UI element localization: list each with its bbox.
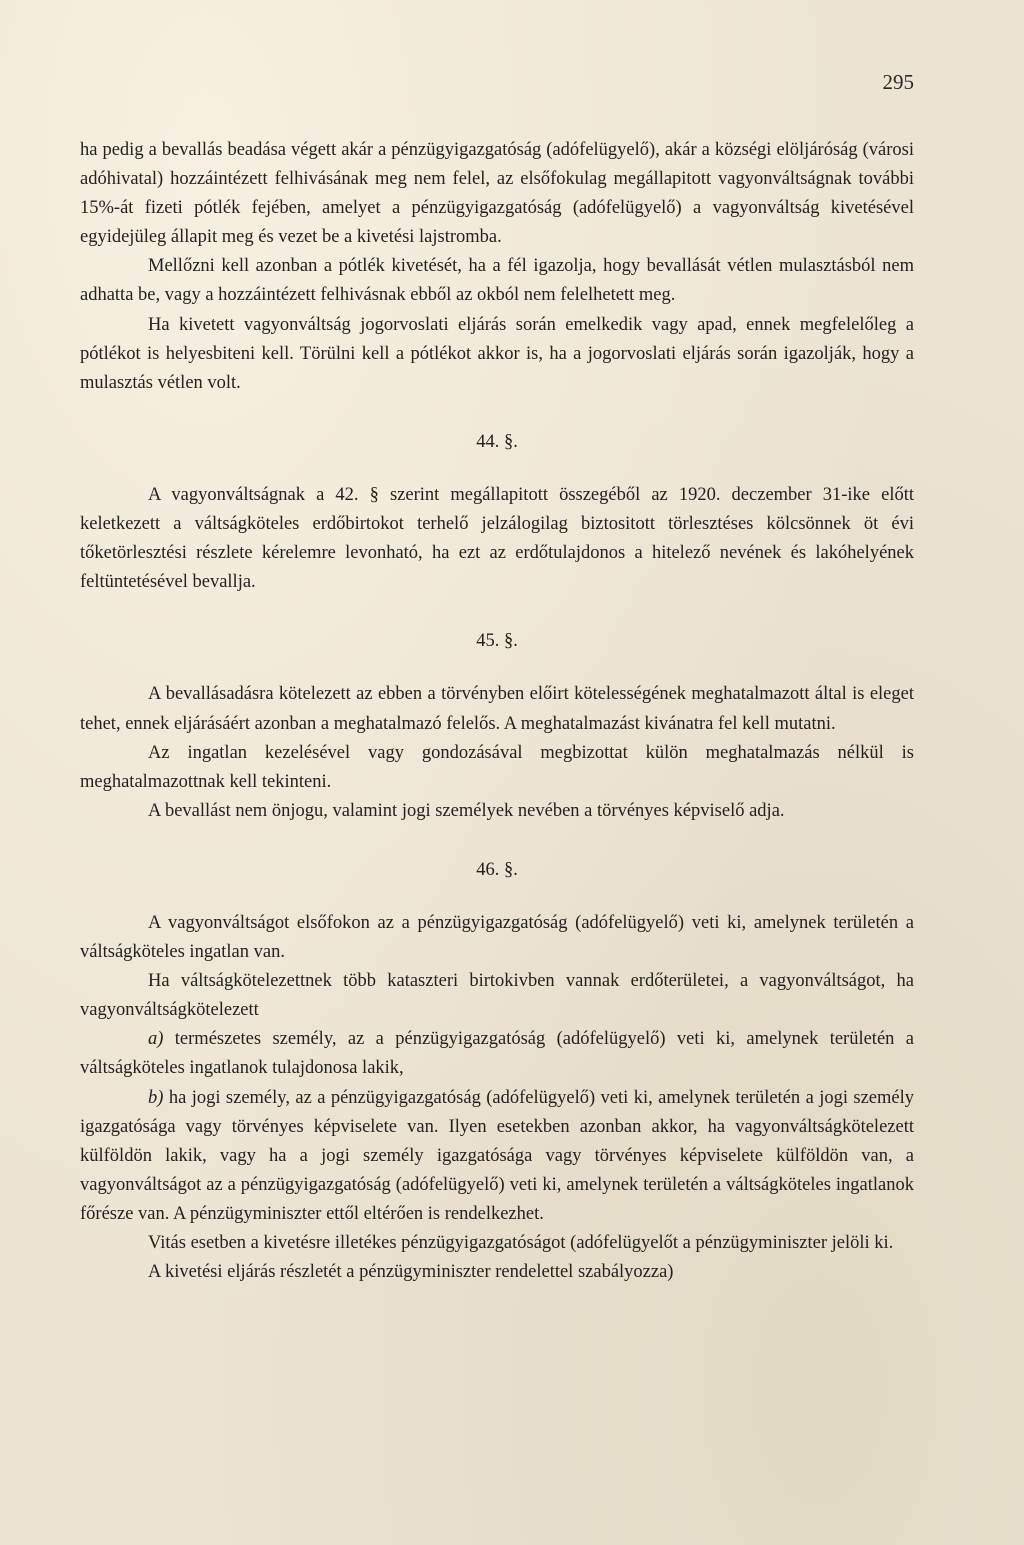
section-heading-46: 46. §.	[476, 859, 518, 880]
paragraph: A kivetési eljárás részletét a pénzügyminiszter rendelettel szabályozza)	[148, 1262, 674, 1283]
page-body	[80, 136, 914, 1287]
list-item-a	[80, 1025, 914, 1083]
page-number: 295	[882, 70, 914, 94]
paragraph: Ha kivetett vagyonváltság jogorvoslati eljárás során emelkedik vagy apad, ennek megfelelőleg a pótlékot is helyesbiteni kell. Törülni kell a pótlékot akkor is, ha a jogorvoslati eljárás során igazolják, hogy a mulasztás vétlen volt.	[80, 314, 914, 393]
paragraph: A bevallásadásra kötelezett az ebben a törvényben előirt kötelességének meghatalmazott által is eleget tehet, ennek eljárásáért azonban a meghatalmazó felelős. A meghatalmazást kivánatra fel kell mutatni.	[80, 684, 914, 734]
item-marker: a)	[148, 1029, 164, 1050]
list-item-b	[80, 1084, 914, 1229]
paragraph: ha pedig a bevallás beadása végett akár a pénzügyigazgatóság (adófelügyelő), akár a községi elöljáróság (városi adóhivatal) hozzáintézett felhivásának meg nem felel, az elsőfokulag megállapitott vagyonváltságnak további 15%-át fizeti pótlék fejében, amelyet a pénzügyigazgatóság (adófelügyelő) a vagyonváltság kivetésével egyidejüleg állapit meg és vezet be a kivetési lajstromba.	[80, 140, 914, 248]
item-marker: b)	[148, 1087, 164, 1108]
section-heading-45: 45. §.	[476, 631, 518, 652]
paragraph: Ha váltságkötelezettnek több kataszteri birtokivben vannak erdőterületei, a vagyonváltságot, ha vagyonváltságkötelezett	[80, 971, 914, 1021]
item-text: természetes személy, az a pénzügyigazgatóság (adófelügyelő) veti ki, amelynek területén a váltságköteles ingatlanok tulajdonosa lakik,	[80, 1029, 914, 1079]
section-heading-44: 44. §.	[476, 431, 518, 452]
paragraph: Vitás esetben a kivetésre illetékes pénzügyigazgatóságot (adófelügyelőt a pénzügyminiszter jelöli ki.	[148, 1233, 894, 1253]
paragraph: A vagyonváltságot elsőfokon az a pénzügyigazgatóság (adófelügyelő) veti ki, amelynek területén a váltságköteles ingatlan van.	[80, 912, 914, 963]
paragraph: A vagyonváltságnak a 42. § szerint megállapitott összegéből az 1920. deczember 31-ike előtt keletkezett a váltságköteles erdőbirtokot terhelő jelzálogilag biztositott törlesztéses kölcsönnek öt évi tőketörlesztési részlete kérelemre levonható, ha ezt az erdőtulajdonos a hitelező nevének és lakóhelyének feltüntetésével bevallja.	[80, 484, 914, 593]
item-text: ha jogi személy, az a pénzügyigazgatóság (adófelügyelő) veti ki, amelynek területén a jogi személy igazgatósága vagy törvényes képviselete van. Ilyen esetekben azonban akkor, ha vagyonváltságkötelezett külföldön lakik, vagy ha a jogi személy igazgatósága vagy törvényes képviselete külföldön van, a vagyonváltságot az a pénzügyigazgatóság (adófelügyelő) veti ki, amelynek területén a váltságköteles ingatlanok főrésze van. A pénzügyminiszter ettől eltérően is rendelkezhet.	[80, 1087, 915, 1224]
paragraph: Mellőzni kell azonban a pótlék kivetését, ha a fél igazolja, hogy bevallását vétlen mulasztásból nem adhatta be, vagy a hozzáintézett felhivásnak ebből az okból nem felelhetett meg.	[80, 256, 914, 306]
paragraph: Az ingatlan kezelésével vagy gondozásával megbizottat külön meghatalmazás nélkül is meghatalmazottnak kell tekinteni.	[80, 742, 914, 792]
paragraph: A bevallást nem önjogu, valamint jogi személyek nevében a törvényes képviselő adja.	[148, 800, 785, 821]
